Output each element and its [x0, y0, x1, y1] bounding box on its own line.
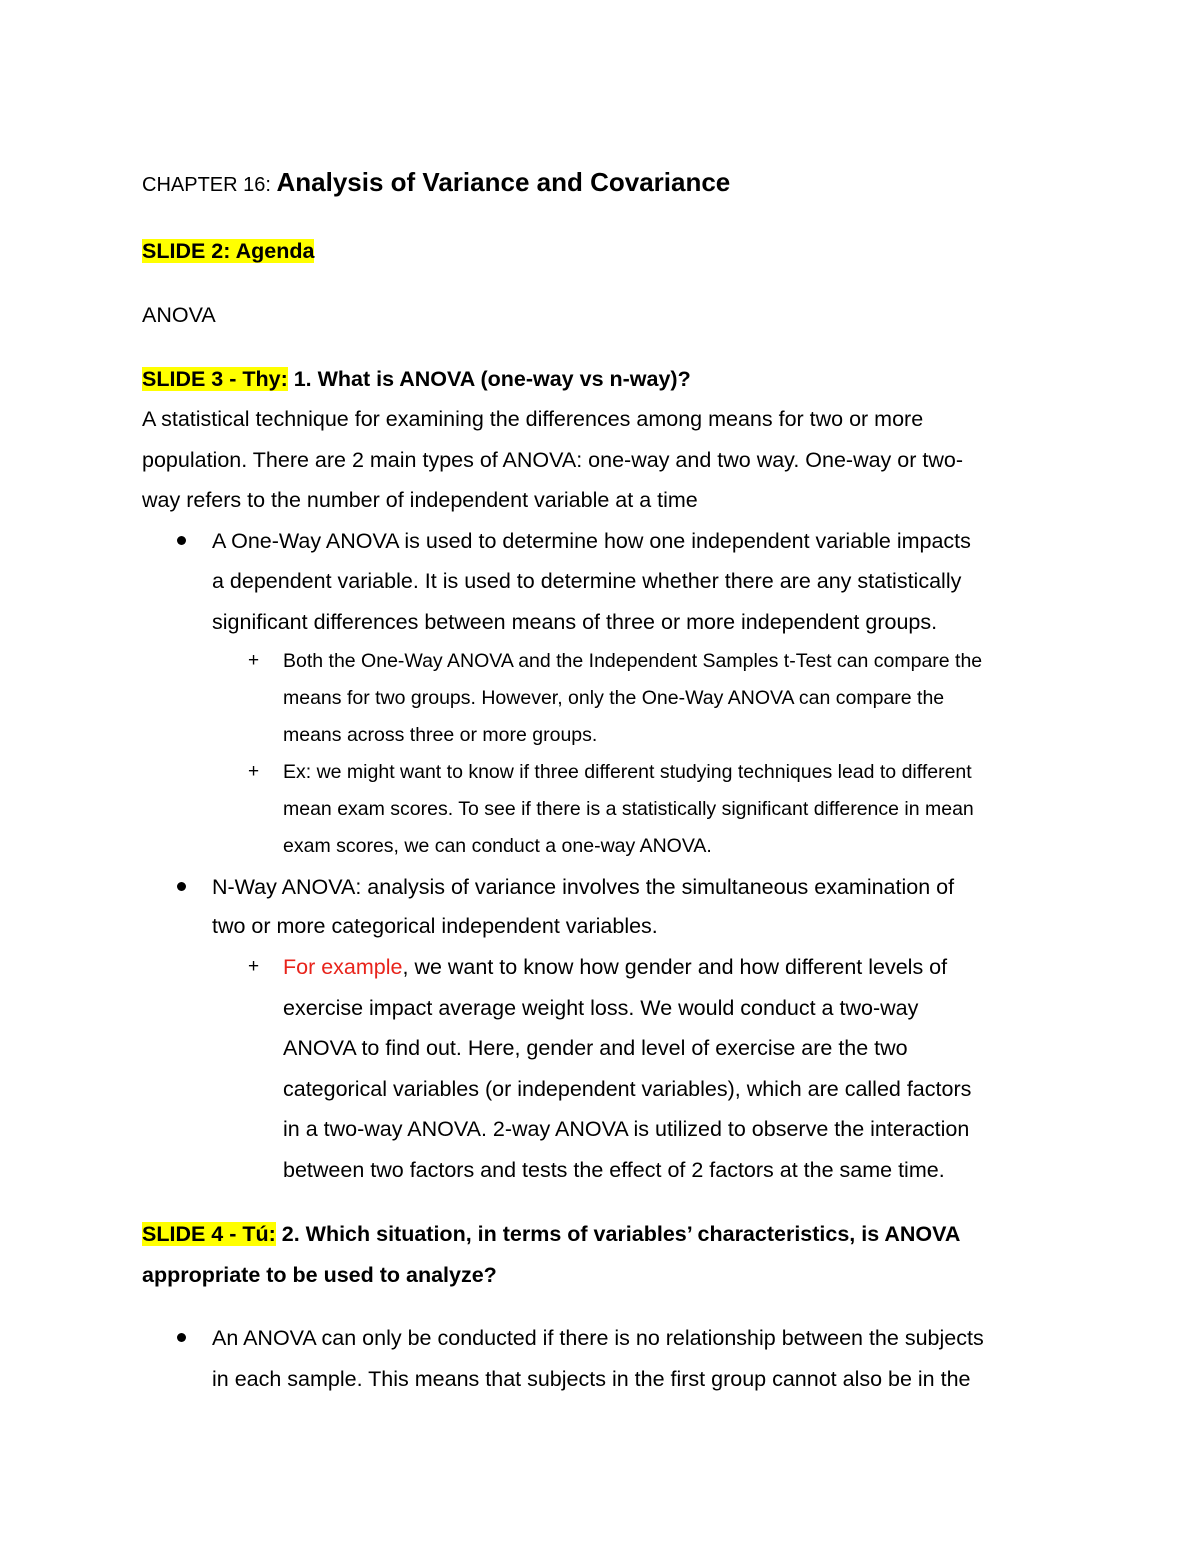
example-label: For example	[283, 955, 403, 979]
sub-bullet-line: mean exam scores. To see if there is a statistically significant difference in mean	[283, 798, 974, 820]
slide3-heading	[142, 365, 691, 393]
example-line: ANOVA to find out. Here, gender and level of exercise are the two	[283, 1036, 908, 1060]
slide3-intro-line: population. There are 2 main types of ANOVA: one-way and two way. One-way or two-	[142, 448, 963, 472]
example-line: in a two-way ANOVA. 2-way ANOVA is utilized to observe the interaction	[283, 1117, 970, 1141]
agenda-item: ANOVA	[142, 303, 216, 327]
chapter-title: Analysis of Variance and Covariance	[276, 167, 731, 197]
nway-bullet-line: two or more categorical independent variables.	[212, 914, 658, 938]
example-line: categorical variables (or independent variables), which are called factors	[283, 1077, 972, 1101]
sub-bullet-line: means for two groups. However, only the One-Way ANOVA can compare the	[283, 687, 945, 709]
oneway-bullet-line: a dependent variable. It is used to determine whether there are any statistically	[212, 569, 962, 593]
slide4-heading	[142, 1220, 960, 1248]
chapter-number: CHAPTER 16	[142, 174, 266, 196]
example-first-line-rest: , we want to know how gender and how different levels of	[402, 955, 948, 979]
plus-marker: +	[248, 650, 260, 671]
slide3-intro-line: A statistical technique for examining the differences among means for two or more	[142, 407, 924, 431]
plus-marker: +	[248, 761, 260, 782]
slide4-bullet-line: in each sample. This means that subjects in the first group cannot also be in the	[212, 1367, 971, 1391]
sub-bullet-line: Ex: we might want to know if three different studying techniques lead to different	[283, 761, 972, 783]
example-line: between two factors and tests the effect of 2 factors at the same time.	[283, 1158, 945, 1182]
bullet-marker	[177, 1333, 186, 1342]
plus-marker: +	[248, 956, 260, 977]
sub-bullet-line: Both the One-Way ANOVA and the Independent Samples t-Test can compare the	[283, 650, 983, 672]
slide4-question-continued: appropriate to be used to analyze?	[142, 1263, 497, 1287]
slide2-label: SLIDE 2: Agenda	[142, 239, 315, 263]
nway-bullet-line: N-Way ANOVA: analysis of variance involves the simultaneous examination of	[212, 875, 955, 899]
slide2-heading	[142, 237, 314, 265]
chapter-separator: :	[265, 174, 277, 196]
slide3-question: 1. What is ANOVA (one-way vs n-way)?	[287, 367, 691, 391]
bullet-marker	[177, 536, 186, 545]
example-line: exercise impact average weight loss. We would conduct a two-way	[283, 996, 919, 1020]
example-first-line	[283, 953, 947, 981]
chapter-heading	[142, 166, 730, 201]
slide4-label: SLIDE 4 - Tú:	[142, 1222, 276, 1246]
sub-bullet-line: exam scores, we can conduct a one-way ANOVA.	[283, 835, 712, 857]
slide4-bullet-line: An ANOVA can only be conducted if there is no relationship between the subjects	[212, 1326, 984, 1350]
oneway-bullet-line: A One-Way ANOVA is used to determine how one independent variable impacts	[212, 529, 971, 553]
oneway-bullet-line: significant differences between means of three or more independent groups.	[212, 610, 938, 634]
sub-bullet-line: means across three or more groups.	[283, 724, 598, 746]
slide3-intro-line: way refers to the number of independent variable at a time	[142, 488, 698, 512]
slide4-question: 2. Which situation, in terms of variables’ characteristics, is ANOVA	[275, 1222, 961, 1246]
slide3-label: SLIDE 3 - Thy:	[142, 367, 288, 391]
bullet-marker	[177, 882, 186, 891]
